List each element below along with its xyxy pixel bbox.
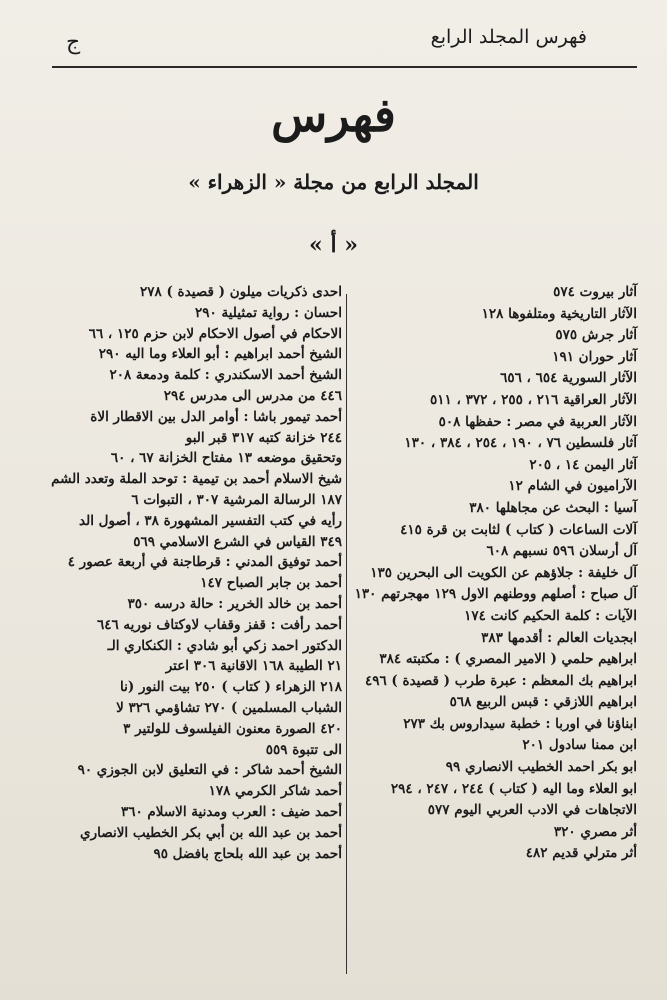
index-entry: ٤٤٦ من مدرس الى مدرس ٢٩٤ [163,387,342,404]
index-entry: أحمد بن جابر الصباح ١٤٧ [200,575,342,592]
index-entry: ٢١٨ الزهراء ( كتاب ) ٢٥٠ بيت النور (نا [120,679,342,696]
index-entry: ابراهيم اللازقي : قبس الربيع ٥٦٨ [449,694,637,711]
index-entry: ابو العلاء وما اليه ( كتاب ) ٢٤٤ ، ٢٤٧ ، ٢٩٤ [390,780,637,797]
index-entry: الاتجاهات في الادب العربي اليوم ٥٧٧ [427,802,637,819]
index-entry: الشباب المسلمين ) ٢٧٠ تشاؤمي ٣٢٦ لا [116,699,342,716]
index-entry: أحمد ضيف : العرب ومدنية الاسلام ٣٦٠ [120,803,342,820]
index-entry: أحمد تيمور باشا : أوامر الدل بين الاقطار الاة [90,408,342,425]
page-title: فهرس [271,88,396,142]
index-entry: أحمد توفيق المدني : قرطاجنة في أربعة عصور ٤ [67,554,342,571]
index-entry: أحمد شاكر الكرمي ١٧٨ [208,783,342,800]
index-entry: احدى ذكريات ميلون ( قصيدة ) ٢٧٨ [139,284,342,300]
page-subtitle: المجلد الرابع من مجلة « الزهراء » [188,170,479,194]
index-entry: احسان : رواية تمثيلية ٢٩٠ [195,304,342,321]
index-entry: الشيخ أحمد شاكر : في التعليق لابن الجوزي ٩٠ [77,762,342,779]
page-number-letter: ج [66,30,81,55]
index-entry: أثر مترلي قديم ٤٨٢ [525,845,637,862]
index-entry: ابراهيم حلمي ( الامير المصري ) : مكتبته ٣٨٤ [379,651,637,668]
index-entry: آلات الساعات ( كتاب ) لثابت بن قرة ٤١٥ [400,521,637,538]
running-header: فهرس المجلد الرابع [430,26,587,48]
index-entry: رأيه في كتب التفسير المشهورة ٣٨ ، أصول الد [79,512,342,529]
index-entry: ٢١ الطيبة ١٦٨ الاقانية ٣٠٦ اعتر [165,658,342,675]
index-entry: ابناؤنا في اوربا : خطبة سيداروس بك ٢٧٣ [403,715,637,732]
index-entry: الشيخ أحمد الاسكندري : كلمة ودمعة ٢٠٨ [109,367,342,384]
index-entry: الآثار العراقية ٢١٦ ، ٢٥٥ ، ٣٧٢ ، ٥١١ [430,391,637,408]
index-entry: آل أرسلان ٥٩٦ نسبهم ٦٠٨ [486,543,637,560]
index-entry: آسيا : البحث عن مجاهلها ٣٨٠ [469,499,637,516]
section-letter-alif: « أ » [309,232,358,258]
header-rule [52,66,637,68]
index-entry: الى تتبوة ٥٥٩ [265,741,342,758]
index-entry: ابراهيم بك المعظم : عبرة طرب ( قصيدة ) ٤٩٦ [364,672,637,689]
index-entry: الآراميون في الشام ١٢ [508,478,637,495]
index-entry: آثار حوران ١٩١ [552,348,637,365]
index-entry: الآثار التاريخية ومتلفوها ١٢٨ [481,305,637,322]
index-entry: الآثار العربية في مصر : حفظها ٥٠٨ [438,413,637,430]
index-entry: الآثار السورية ٦٥٤ ، ٦٥٦ [500,370,637,387]
index-entry: ١٨٧ الرسالة المرشية ٣٠٧ ، التبوات ٦ [131,491,342,508]
index-entry: أحمد بن عبد الله بن أبي بكر الخطيب الانصاري [80,824,342,841]
index-entry: ابو بكر احمد الخطيب الانصاري ٩٩ [445,759,637,776]
index-entry: الآيات : كلمة الحكيم كانت ١٧٤ [464,607,637,624]
index-entry: شيخ الاسلام أحمد بن تيمية : توحد الملة وتعدد الشم [51,471,342,488]
right-column [354,282,637,865]
index-entry: ٤٢٠ الصورة معنون الفيلسوف للولتير ٣ [123,720,342,737]
index-entry: وتحقيق موضعه ١٣ مفتاح الخزانة ٦٧ ، ٦٠ [110,450,342,467]
index-entry: آثار بيروت ٥٧٤ [553,284,637,300]
index-entry: آثار جرش ٥٧٥ [555,327,637,344]
index-entry: ابن ممنا سادول ٢٠١ [522,737,637,754]
index-entry: أثر مصري ٣٢٠ [553,823,637,840]
index-entry: آل صباح : أصلهم ووطنهم الاول ١٢٩ مهجرتهم ١٣٠ [354,586,637,603]
index-entry: أحمد بن خالد الخرير : حالة درسه ٣٥٠ [127,595,342,612]
index-entry: ابجديات العالم : أقدمها ٣٨٣ [481,629,637,646]
index-columns [51,282,637,980]
index-entry: الاحكام في أصول الاحكام لابن حزم ١٢٥ ، ٦٦ [88,325,342,342]
index-entry: ٣٤٩ القياس في الشرع الاسلامي ٥٦٩ [133,533,342,550]
index-entry: الشيخ أحمد ابراهيم : أبو العلاء وما اليه ٢٩٠ [98,346,342,363]
index-entry: أحمد بن عبد الله بلحاج بافضل ٩٥ [153,845,342,862]
index-entry: آل خليفة : جلاؤهم عن الكويت الى البحرين ١٣٥ [370,564,637,581]
index-entry: آثار اليمن ١٤ ، ٢٠٥ [529,456,637,473]
index-entry: الدكتور احمد زكي أبو شادي : الكنكاري الـ [107,637,342,654]
index-entry: أحمد رأفت : قفز وقفاب لاوكتاف نوريه ٦٤٦ [96,616,342,633]
left-column [51,282,342,864]
index-entry: آثار فلسطين ٧٦ ، ١٩٠ ، ٢٥٤ ، ٣٨٤ ، ١٣٠ [404,435,637,452]
index-entry: ٢٤٤ خزانة كتبه ٣١٧ قبر البو [185,429,342,446]
